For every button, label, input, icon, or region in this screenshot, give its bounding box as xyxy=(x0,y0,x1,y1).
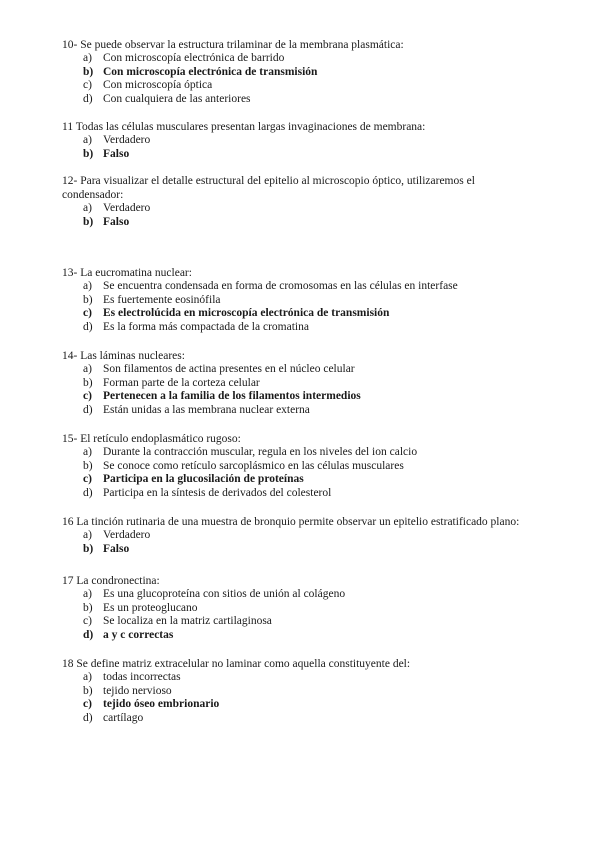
option-letter: a) xyxy=(83,588,92,600)
options-list xyxy=(62,52,532,107)
option-correct xyxy=(62,216,532,230)
question-stem: 14- Las láminas nucleares: xyxy=(62,350,185,362)
option xyxy=(62,460,532,474)
option-correct xyxy=(62,629,532,643)
option-letter: a) xyxy=(83,446,92,458)
option-text: Falso xyxy=(103,542,130,555)
option-letter: a) xyxy=(83,202,92,214)
question-16 xyxy=(62,515,532,556)
question-stem: 12- Para visualizar el detalle estructural del epitelio al microscopio óptico, utilizaremos el condensador: xyxy=(62,175,475,201)
option xyxy=(62,615,532,629)
question-stem: 18 Se define matriz extracelular no laminar como aquella constituyente del: xyxy=(62,658,411,670)
option-text: Es una glucoproteína con sitios de unión al colágeno xyxy=(103,588,346,600)
option xyxy=(62,294,532,308)
option-letter: a) xyxy=(83,52,92,64)
option-text: Pertenecen a la familia de los filamentos intermedios xyxy=(103,390,361,403)
option-text: Se encuentra condensada en forma de cromosomas en las células en interfase xyxy=(103,280,458,292)
question-stem: 13- La eucromatina nuclear: xyxy=(62,267,192,279)
option-letter: c) xyxy=(83,615,92,628)
option-text: Están unidas a las membrana nuclear externa xyxy=(103,404,310,417)
options-list xyxy=(62,202,532,229)
question-14 xyxy=(62,349,532,418)
option-text: Es la forma más compactada de la cromatina xyxy=(103,321,309,334)
option-letter: b) xyxy=(83,459,93,472)
option-text: a y c correctas xyxy=(103,629,174,642)
option xyxy=(62,529,532,543)
option xyxy=(62,134,532,148)
option-letter: b) xyxy=(83,65,94,78)
option-letter: d) xyxy=(83,629,94,642)
question-stem: 16 La tinción rutinaria de una muestra de bronquio permite observar un epitelio estratificado plano: xyxy=(62,516,520,528)
option-letter: a) xyxy=(83,363,92,375)
option-text: Participa en la glucosilación de proteínas xyxy=(103,473,304,486)
option-letter: b) xyxy=(83,215,94,228)
option-correct xyxy=(62,543,532,557)
option-text: Durante la contracción muscular, regula en los niveles del ion calcio xyxy=(103,446,418,458)
option-letter: c) xyxy=(83,390,92,403)
option-letter: b) xyxy=(83,542,94,555)
question-10 xyxy=(62,38,532,107)
option xyxy=(62,202,532,216)
question-11 xyxy=(62,120,532,161)
option-letter: d) xyxy=(83,487,93,500)
options-list xyxy=(62,446,532,501)
option-text: Con cualquiera de las anteriores xyxy=(103,93,251,106)
question-12 xyxy=(62,174,532,229)
option xyxy=(62,404,532,418)
options-list xyxy=(62,671,532,726)
option-text: Se localiza en la matriz cartilaginosa xyxy=(103,615,272,628)
option-correct xyxy=(62,473,532,487)
question-15 xyxy=(62,432,532,501)
option-text: Es electrolúcida en microscopía electrónica de transmisión xyxy=(103,307,390,320)
option xyxy=(62,52,532,66)
option-text: Con microscopía electrónica de transmisión xyxy=(103,65,318,78)
option xyxy=(62,321,532,335)
question-stem: 10- Se puede observar la estructura trilaminar de la membrana plasmática: xyxy=(62,39,404,51)
options-list xyxy=(62,588,532,643)
question-stem: 15- El retículo endoplasmático rugoso: xyxy=(62,433,241,445)
option-text: cartílago xyxy=(103,712,144,725)
option-correct xyxy=(62,148,532,162)
option-letter: d) xyxy=(83,404,93,417)
option-letter: c) xyxy=(83,79,92,92)
option-correct xyxy=(62,66,532,80)
option-letter: b) xyxy=(83,684,93,697)
option-text: Participa en la síntesis de derivados del colesterol xyxy=(103,487,332,500)
option-text: Forman parte de la corteza celular xyxy=(103,376,260,389)
option-text: Son filamentos de actina presentes en el núcleo celular xyxy=(103,363,355,375)
option-text: Verdadero xyxy=(103,202,151,214)
question-stem: 17 La condronectina: xyxy=(62,575,160,587)
option xyxy=(62,602,532,616)
option xyxy=(62,79,532,93)
option xyxy=(62,93,532,107)
options-list xyxy=(62,529,532,556)
option-text: tejido nervioso xyxy=(103,684,172,697)
question-17 xyxy=(62,574,532,643)
question-18 xyxy=(62,657,532,726)
option-letter: d) xyxy=(83,321,93,334)
option xyxy=(62,671,532,685)
option-text: Verdadero xyxy=(103,134,151,146)
option-text: tejido óseo embrionario xyxy=(103,698,220,711)
options-list xyxy=(62,134,532,161)
option-text: Se conoce como retículo sarcoplásmico en las células musculares xyxy=(103,459,404,472)
option xyxy=(62,446,532,460)
option-text: Es un proteoglucano xyxy=(103,601,198,614)
option-text: Falso xyxy=(103,147,130,160)
option-letter: a) xyxy=(83,134,92,146)
option-letter: b) xyxy=(83,293,93,306)
option xyxy=(62,487,532,501)
question-stem: 11 Todas las células musculares presentan largas invaginaciones de membrana: xyxy=(62,121,426,133)
option-letter: a) xyxy=(83,280,92,292)
option xyxy=(62,377,532,391)
option-letter: a) xyxy=(83,671,92,683)
option-letter: b) xyxy=(83,601,93,614)
option-letter: d) xyxy=(83,93,93,106)
option-text: Verdadero xyxy=(103,529,151,541)
option xyxy=(62,588,532,602)
option-letter: c) xyxy=(83,698,92,711)
option-text: todas incorrectas xyxy=(103,671,181,683)
option-correct xyxy=(62,698,532,712)
option xyxy=(62,712,532,726)
option xyxy=(62,280,532,294)
option-letter: d) xyxy=(83,712,93,725)
option-text: Es fuertemente eosinófila xyxy=(103,293,221,306)
options-list xyxy=(62,280,532,335)
option-letter: c) xyxy=(83,307,92,320)
option-letter: b) xyxy=(83,376,93,389)
option xyxy=(62,685,532,699)
option-text: Con microscopía electrónica de barrido xyxy=(103,52,285,64)
option-letter: b) xyxy=(83,147,94,160)
option xyxy=(62,363,532,377)
option-correct xyxy=(62,390,532,404)
option-letter: a) xyxy=(83,529,92,541)
option-correct xyxy=(62,307,532,321)
option-text: Con microscopía óptica xyxy=(103,79,213,92)
option-letter: c) xyxy=(83,473,92,486)
options-list xyxy=(62,363,532,418)
question-13 xyxy=(62,266,532,335)
option-text: Falso xyxy=(103,215,130,228)
